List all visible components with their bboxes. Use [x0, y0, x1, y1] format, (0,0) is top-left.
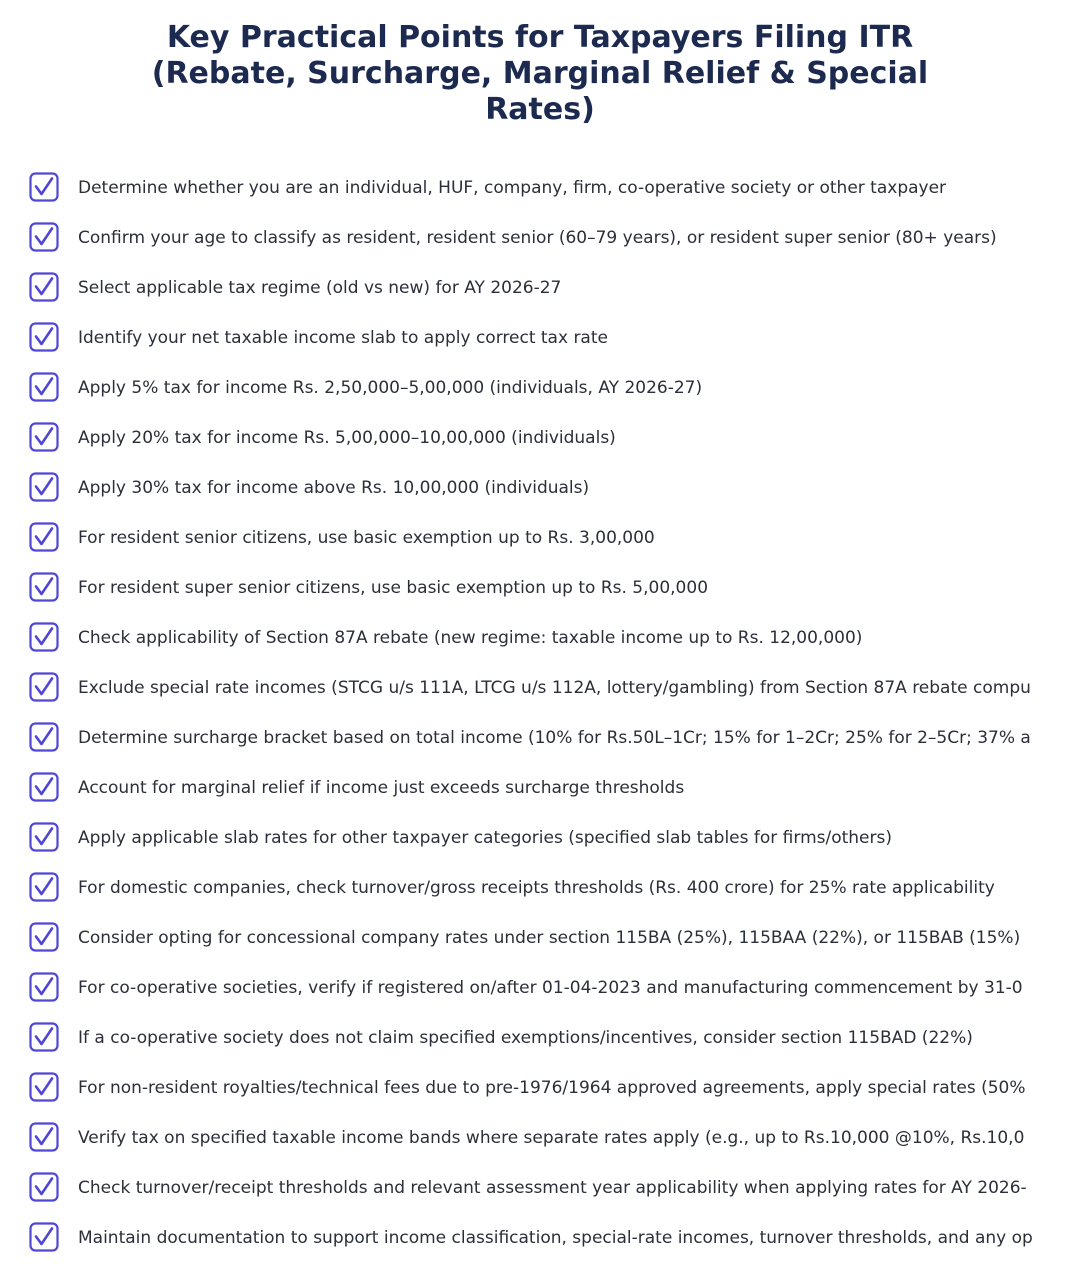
checklist-item	[0, 1013, 1080, 1063]
checked-checkbox-icon	[29, 1122, 59, 1152]
checklist-item	[0, 813, 1080, 863]
checklist-item-text: Maintain documentation to support income classification, special-rate incomes, turnover thresholds, and any op	[78, 1228, 1033, 1248]
checked-checkbox-icon	[29, 222, 59, 252]
checklist-item	[0, 513, 1080, 563]
checked-checkbox-icon	[29, 322, 59, 352]
checked-checkbox-icon	[29, 472, 59, 502]
checklist	[0, 163, 1080, 1263]
checklist-item	[0, 263, 1080, 313]
checked-checkbox-icon	[29, 972, 59, 1002]
checked-checkbox-icon	[29, 622, 59, 652]
checklist-item-text: For non-resident royalties/technical fees due to pre-1976/1964 approved agreements, apply special rates (50%	[78, 1078, 1026, 1098]
checked-checkbox-icon	[29, 1022, 59, 1052]
checklist-item-text: For resident super senior citizens, use basic exemption up to Rs. 5,00,000	[78, 578, 709, 598]
checklist-item-text: Determine whether you are an individual, HUF, company, firm, co-operative society or other taxpayer	[78, 178, 947, 198]
checklist-item-text: If a co-operative society does not claim specified exemptions/incentives, consider section 115BAD (22%)	[78, 1028, 973, 1048]
checked-checkbox-icon	[29, 822, 59, 852]
checklist-item	[0, 763, 1080, 813]
checklist-item	[0, 913, 1080, 963]
checklist-item-text: Apply 30% tax for income above Rs. 10,00,000 (individuals)	[78, 478, 590, 498]
checklist-item	[0, 363, 1080, 413]
checklist-item	[0, 313, 1080, 363]
checklist-item-text: Account for marginal relief if income just exceeds surcharge thresholds	[78, 778, 685, 798]
checked-checkbox-icon	[29, 1072, 59, 1102]
checklist-item-text: Determine surcharge bracket based on total income (10% for Rs.50L–1Cr; 15% for 1–2Cr; 25% for 2–5Cr; 37% a	[78, 728, 1031, 748]
checked-checkbox-icon	[29, 772, 59, 802]
checklist-item	[0, 863, 1080, 913]
checklist-item-text: Select applicable tax regime (old vs new) for AY 2026-27	[78, 278, 562, 298]
checklist-item-text: For co-operative societies, verify if registered on/after 01-04-2023 and manufacturing commencement by 31-0	[78, 978, 1023, 998]
checklist-item-text: Exclude special rate incomes (STCG u/s 111A, LTCG u/s 112A, lottery/gambling) from Section 87A rebate compu	[78, 678, 1031, 698]
checklist-item	[0, 1163, 1080, 1213]
checklist-item-text: Apply applicable slab rates for other taxpayer categories (specified slab tables for firms/others)	[78, 828, 892, 848]
checked-checkbox-icon	[29, 722, 59, 752]
page-title: Key Practical Points for Taxpayers Filing ITR (Rebate, Surcharge, Marginal Relief & Special Rates)	[151, 20, 929, 127]
checked-checkbox-icon	[29, 572, 59, 602]
checklist-item-text: Consider opting for concessional company rates under section 115BA (25%), 115BAA (22%), or 115BAB (15%)	[78, 928, 1021, 948]
checklist-item-text: Check turnover/receipt thresholds and relevant assessment year applicability when applying rates for AY 2026-	[78, 1178, 1027, 1198]
checklist-item-text: Apply 20% tax for income Rs. 5,00,000–10,00,000 (individuals)	[78, 428, 616, 448]
checklist-item	[0, 713, 1080, 763]
checked-checkbox-icon	[29, 922, 59, 952]
checklist-item	[0, 213, 1080, 263]
checklist-item-text: For domestic companies, check turnover/gross receipts thresholds (Rs. 400 crore) for 25% rate applicability	[78, 878, 995, 898]
checked-checkbox-icon	[29, 872, 59, 902]
checklist-item-text: Verify tax on specified taxable income bands where separate rates apply (e.g., up to Rs.10,000 @10%, Rs.10,0	[78, 1128, 1025, 1148]
checklist-item-text: For resident senior citizens, use basic exemption up to Rs. 3,00,000	[78, 528, 655, 548]
checklist-item-text: Check applicability of Section 87A rebate (new regime: taxable income up to Rs. 12,00,000)	[78, 628, 863, 648]
checklist-item	[0, 163, 1080, 213]
checklist-item	[0, 563, 1080, 613]
checklist-item	[0, 463, 1080, 513]
checked-checkbox-icon	[29, 272, 59, 302]
checked-checkbox-icon	[29, 1222, 59, 1252]
checklist-item-text: Confirm your age to classify as resident, resident senior (60–79 years), or resident super senior (80+ years)	[78, 228, 997, 248]
checklist-item	[0, 413, 1080, 463]
checked-checkbox-icon	[29, 1172, 59, 1202]
checked-checkbox-icon	[29, 522, 59, 552]
checklist-item	[0, 663, 1080, 713]
checked-checkbox-icon	[29, 372, 59, 402]
checked-checkbox-icon	[29, 422, 59, 452]
checklist-item-text: Apply 5% tax for income Rs. 2,50,000–5,00,000 (individuals, AY 2026-27)	[78, 378, 703, 398]
checklist-item	[0, 1063, 1080, 1113]
checklist-item-text: Identify your net taxable income slab to apply correct tax rate	[78, 328, 608, 348]
checked-checkbox-icon	[29, 672, 59, 702]
checklist-item	[0, 1113, 1080, 1163]
checked-checkbox-icon	[29, 172, 59, 202]
checklist-item	[0, 963, 1080, 1013]
checklist-item	[0, 1213, 1080, 1263]
checklist-item	[0, 613, 1080, 663]
